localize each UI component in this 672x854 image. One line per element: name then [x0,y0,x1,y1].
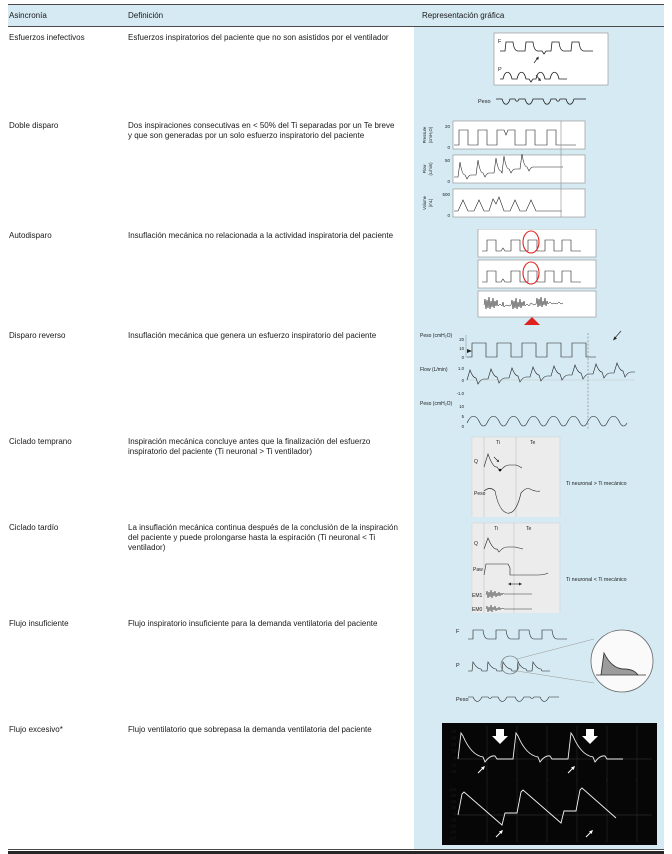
svg-text:120: 120 [448,787,456,792]
definition-cell: Flujo ventilatorio que sobrepasa la demanda ventilatoria del paciente [128,725,372,734]
svg-text:0: 0 [453,756,456,761]
asynchrony-table [8,4,664,850]
q-label: Q [474,459,478,465]
tick-label: -1.0 [456,391,464,396]
em1-label: EM1 [472,593,483,599]
tick-label: 10 [459,346,464,351]
table-row [8,115,664,225]
em0-label: EM0 [472,607,483,613]
graphic-reverse-trigger [420,329,640,431]
svg-text:30: 30 [451,805,456,810]
graphic-cell [414,613,664,719]
annotation-arrowhead-icon [613,337,617,341]
paw-waveform [467,343,596,357]
tick-label: 0 [447,213,450,218]
magnified-view-circle [591,630,653,692]
tick-label: 20 [444,124,450,129]
q-label: Q [474,541,478,547]
graphic-early-cycling [458,435,664,517]
header-definicion: Definición [126,5,414,26]
term-cell: Flujo insuficiente [9,619,69,628]
definition-cell: Esfuerzos inspiratorios del paciente que no son asistidos por el ventilador [128,33,389,42]
comparison-note: Ti neuronal > Ti mecánico [566,481,627,487]
svg-text:40: 40 [451,729,456,734]
svg-text:-120: -120 [447,835,456,841]
svg-text:-30: -30 [449,817,456,823]
svg-text:10: 10 [451,748,456,754]
magnifier-line [517,671,594,683]
graphic-double-trigger [420,119,595,221]
flow-waveform [467,363,635,384]
definition-cell: Insuflación mecánica no relacionada a la actividad inspiratoria del paciente [128,231,394,240]
peso-waveform [496,99,586,104]
pressure-label: P [456,663,460,669]
graphic-excessive-flow [442,723,657,845]
peso-label: Peso [474,491,486,497]
flow-axis-ticks [450,729,457,774]
term-cell: Disparo reverso [9,331,66,340]
svg-text:2: 2 [515,777,519,782]
monitor-background [442,723,657,845]
volume-axis-label: Volume [422,196,427,210]
graphic-late-cycling [458,521,664,613]
tick-label: 10 [459,404,464,409]
ti-label: Ti [494,526,498,532]
flow-axis-label: Flow (L/min) [420,367,448,373]
event-dot [499,469,502,472]
tick-label: 0 [461,355,464,360]
magnifier-line [517,639,594,659]
term-cell: Ciclado tardío [9,523,59,532]
svg-text:1: 1 [485,777,489,782]
comparison-note: Ti neuronal < Ti mecánico [566,577,627,583]
tick-label: 50 [444,158,450,163]
term-cell: Ciclado temprano [9,437,72,446]
waveform-panel [494,33,608,85]
svg-text:3: 3 [545,777,549,782]
graphic-cell [414,115,664,225]
svg-text:6: 6 [635,777,639,782]
peso-label: Peso [456,697,469,703]
svg-text:0: 0 [453,811,456,817]
graphic-cell [414,719,664,849]
term-cell: Doble disparo [9,121,59,130]
definition-cell: Insuflación mecánica que genera un esfuerzo inspiratorio del paciente [128,331,377,340]
svg-text:-60: -60 [449,823,456,829]
term-cell: Esfuerzos inefectivos [9,33,85,42]
pressure-axis-unit: (cmH₂O) [428,126,433,144]
graphic-auto-trigger [476,229,601,325]
flow-waveform [468,630,567,639]
svg-text:-20: -20 [449,769,456,774]
definition-cell: Inspiración mecánica concluye antes que la finalización del esfuerzo inspiratorio del paciente (Ti neuronal > Ti ventilador) [128,437,371,456]
paw-axis-label: Peso (cmH₂O) [420,333,453,339]
table-row [8,27,664,115]
table-row [8,517,664,613]
term-cell: Flujo excesivo* [9,725,63,734]
svg-text:4: 4 [575,777,579,782]
svg-text:-10: -10 [449,762,456,768]
table-row [8,225,664,325]
graphic-ineffective-efforts [476,31,626,113]
svg-text:90: 90 [451,793,456,798]
peso-axis-label: Peso (cmH₂O) [420,401,453,407]
svg-text:-90: -90 [449,829,456,835]
tick-label: 5 [461,414,464,419]
flow-axis-label: Flow [422,164,427,174]
header-representacion: Representación gráfica [414,5,664,26]
graphic-cell [414,225,664,325]
pressure-waveform [468,662,550,671]
svg-text:5: 5 [605,777,609,782]
graphic-cell [414,517,664,613]
graphic-cell [414,27,664,115]
graphic-cell [414,325,664,431]
te-label: Te [526,526,532,532]
graphic-insufficient-flow [454,617,664,715]
flow-label: F [498,39,502,45]
table-row [8,613,664,719]
table-row [8,325,664,431]
svg-text:60: 60 [451,799,456,804]
peso-waveform [468,697,559,702]
flow-axis-unit: (L/min) [428,162,433,176]
header-asincronia: Asincronía [8,5,126,26]
table-header-row [8,5,664,27]
graphic-cell [414,431,664,517]
volume-panel [453,189,585,217]
pressure-label: P [498,67,502,73]
magnifier-circle [501,656,519,674]
definition-cell: Dos inspiraciones consecutivas en < 50% del Ti separadas por un Te breve y que son generadas por un solo esfuerzo inspiratorio del paciente [128,121,395,140]
tick-label: 1.0 [458,366,464,371]
svg-text:30: 30 [451,735,456,741]
tick-label: 0 [447,145,450,150]
peso-label: Peso [478,99,491,105]
peso-waveform [467,416,627,426]
table-row [8,431,664,517]
tick-label: 500 [442,192,450,197]
pressure-axis-label: Pressure [422,126,427,144]
tick-label: 0 [461,424,464,429]
tick-label: 20 [459,337,464,342]
term-cell: Autodisparo [9,231,52,240]
paw-label: Paw [473,567,483,573]
tick-label: 0 [461,378,464,383]
te-label: Te [530,440,536,446]
table-row [8,719,664,849]
ti-label: Ti [496,440,500,446]
definition-cell: Flujo inspiratorio insuficiente para la demanda ventilatoria del paciente [128,619,378,628]
svg-text:20: 20 [451,742,456,747]
red-arrow-icon [524,317,540,325]
definition-cell: La insuflación mecánica continua después de la conclusión de la inspiración del paciente y puede prolongarse hasta la espiración (Ti neuronal < Ti ventilador) [128,523,398,552]
volume-axis-unit: (mL) [428,198,433,208]
small-arrow-icon [467,349,472,353]
flow-label: F [456,629,460,635]
tick-label: 0 [447,179,450,184]
